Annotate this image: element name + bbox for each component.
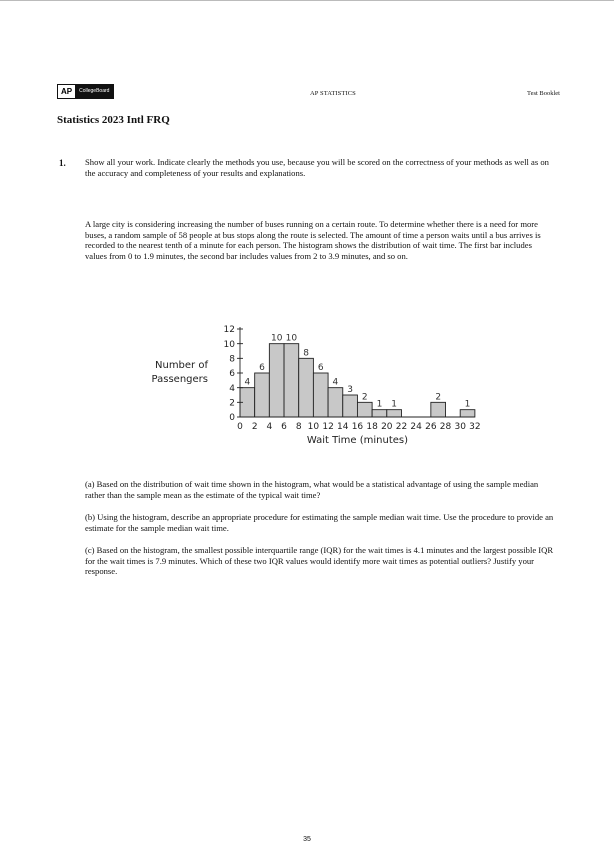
histogram-bar: [328, 388, 343, 417]
histogram-bar: [284, 344, 299, 417]
y-tick-label: 12: [223, 325, 235, 336]
y-tick-label: 4: [229, 383, 235, 394]
bar-data-label: 2: [361, 392, 368, 403]
logo-collegeboard-text: CollegeBoard: [75, 85, 113, 98]
x-tick-label: 4: [266, 422, 273, 432]
histogram-bar: [372, 410, 387, 417]
x-tick-label: 30: [454, 422, 466, 432]
page-header: [57, 84, 560, 98]
y-tick-label: 2: [229, 398, 235, 409]
x-tick-label: 20: [381, 422, 393, 432]
question-stem: A large city is considering increasing the number of buses running on a certain route. To determine whether there is a need for more buses, a random sample of 58 people at bus stops along the route is selected. The amount of time a person waits until a bus arrives is recorded to the nearest tenth of a minute for each person. The histogram shows the distribution of wait time. The first bar includes values from 0 to 1.9 minutes, the second bar includes values from 2 to 3.9 minutes, and so on.: [85, 219, 541, 261]
x-tick-label: 24: [410, 422, 422, 432]
histogram-bar: [269, 344, 284, 417]
histogram-bar: [343, 395, 358, 417]
x-tick-label: 18: [366, 422, 378, 432]
y-tick-label: 0: [229, 413, 235, 424]
ap-collegeboard-logo: [57, 84, 114, 99]
page-title: Statistics 2023 Intl FRQ: [57, 114, 170, 126]
x-tick-label: 0: [237, 422, 243, 432]
x-tick-label: 12: [322, 422, 334, 432]
bar-data-label: 1: [391, 399, 398, 410]
histogram-bar: [431, 402, 446, 417]
bar-data-label: 4: [332, 377, 339, 388]
x-tick-label: 8: [295, 422, 302, 432]
question-part-c: (c) Based on the histogram, the smallest possible interquartile range (IQR) for the wait times is 4.1 minutes and the largest possible IQR for the wait times is 7.9 minutes. Which of these two IQR values would identify more wait times as potential outliers? Justify your response.: [85, 545, 554, 576]
histogram-bar: [357, 402, 372, 417]
question-number: 1.: [59, 158, 66, 168]
page-number: 35: [303, 836, 311, 843]
histogram-bar: [387, 410, 402, 417]
bar-data-label: 8: [303, 348, 309, 359]
bar-data-label: 3: [347, 385, 353, 395]
y-tick-label: 6: [229, 369, 235, 380]
x-tick-label: 28: [439, 422, 452, 432]
question-instructions: Show all your work. Indicate clearly the methods you use, because you will be scored on the correctness of your methods as well as on the accuracy and completeness of your results and explanations.: [85, 157, 549, 178]
histogram-bar: [299, 358, 314, 417]
x-tick-label: 22: [395, 422, 408, 432]
bar-data-label: 6: [259, 363, 265, 373]
y-axis-title-line: Number of: [155, 360, 208, 371]
x-axis-title: Wait Time (minutes): [306, 435, 409, 446]
histogram-bar: [460, 410, 475, 417]
question-part-a: (a) Based on the distribution of wait time shown in the histogram, what would be a statistical advantage of using the sample median rather than the sample mean as the estimate of the typical wait time?: [85, 479, 539, 500]
y-axis-title-line: Passengers: [151, 374, 208, 385]
x-tick-label: 14: [337, 422, 349, 432]
bar-data-label: 2: [435, 392, 442, 403]
bar-data-label: 10: [270, 333, 283, 344]
x-tick-label: 10: [307, 422, 320, 432]
top-rule: [0, 0, 614, 1]
x-tick-label: 6: [281, 422, 287, 432]
logo-ap-text: AP: [58, 85, 75, 98]
bar-data-label: 1: [464, 399, 471, 410]
x-tick-label: 26: [425, 422, 437, 432]
histogram-bar: [313, 373, 328, 417]
x-tick-label: 32: [469, 422, 481, 432]
wait-time-histogram: [150, 322, 490, 450]
header-booklet: Test Booklet: [527, 90, 560, 97]
bar-data-label: 10: [285, 333, 298, 344]
histogram-bar: [255, 373, 270, 417]
question-part-b: (b) Using the histogram, describe an appropriate procedure for estimating the sample median wait time. Use the procedure to provide an estimate for the sample median wait time.: [85, 512, 554, 533]
header-subject: AP STATISTICS: [310, 90, 356, 97]
x-tick-label: 2: [251, 422, 258, 432]
y-tick-label: 8: [229, 354, 235, 365]
bar-data-label: 1: [376, 399, 383, 410]
bar-data-label: 4: [244, 377, 251, 388]
bar-data-label: 6: [317, 363, 324, 373]
x-tick-label: 16: [351, 422, 364, 432]
y-tick-label: 10: [223, 339, 235, 350]
